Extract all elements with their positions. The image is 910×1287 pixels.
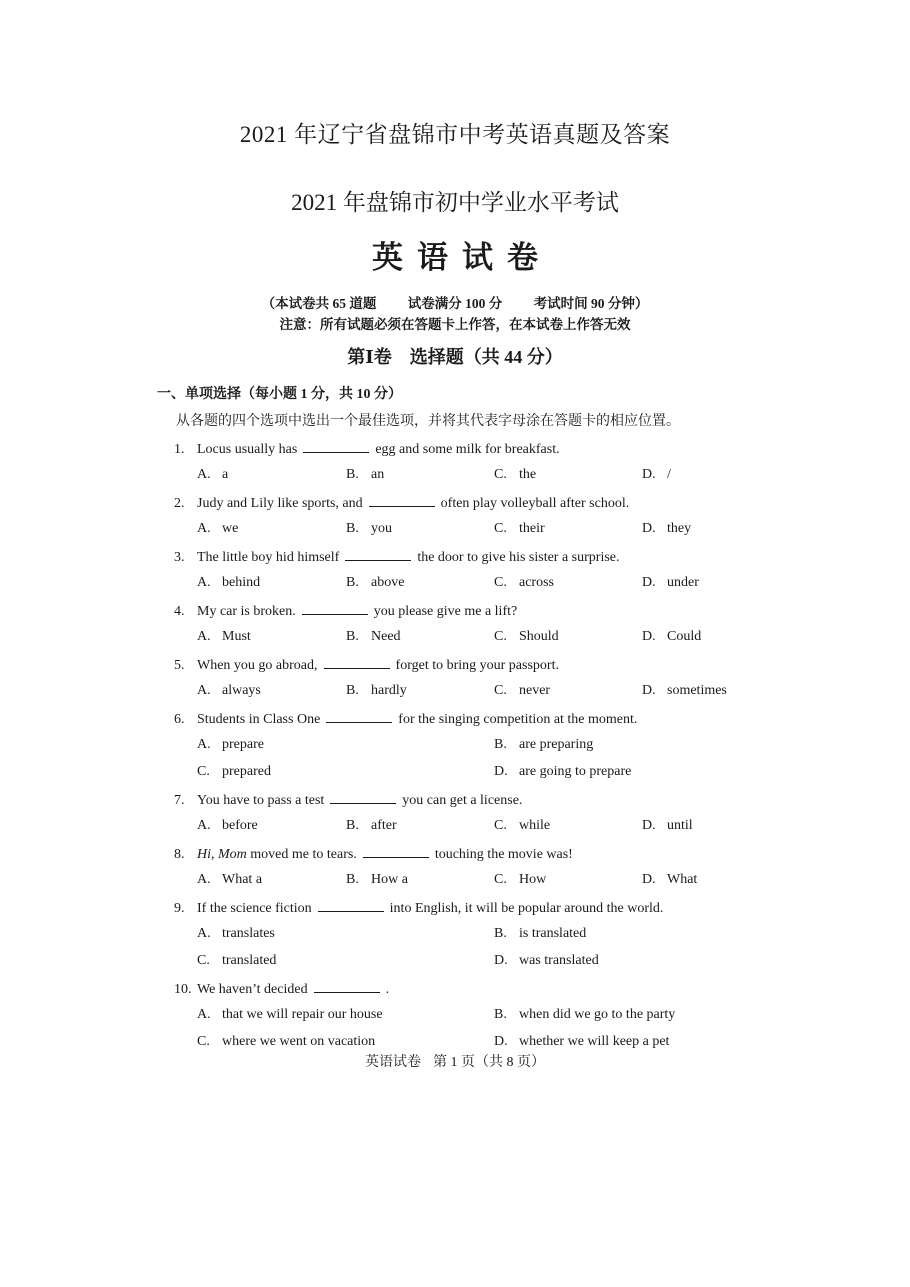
- option-a: [197, 521, 238, 537]
- exam-time: 考试时间 90 分钟）: [533, 296, 649, 311]
- option-letter: B.: [494, 1007, 507, 1022]
- option-a: [197, 467, 228, 483]
- option-c: [197, 1034, 375, 1050]
- question-6: [174, 710, 637, 728]
- option-text: we: [222, 521, 239, 536]
- option-text: sometimes: [667, 683, 727, 698]
- question-title-italic: Hi, Mom: [197, 847, 247, 862]
- option-letter: D.: [494, 764, 508, 779]
- option-text: after: [371, 818, 397, 833]
- option-b: [346, 683, 407, 699]
- answer-blank: [314, 980, 380, 993]
- question-number: 7.: [174, 793, 185, 808]
- option-c: [197, 764, 271, 780]
- answer-blank: [345, 548, 411, 561]
- option-text: before: [222, 818, 258, 833]
- question-stem-after: for the singing competition at the moment.: [398, 712, 638, 727]
- answer-blank: [330, 791, 396, 804]
- answer-blank: [369, 494, 435, 507]
- option-b: [346, 629, 401, 645]
- option-text: whether we will keep a pet: [519, 1034, 670, 1049]
- option-c: [197, 953, 276, 969]
- option-letter: D.: [642, 629, 656, 644]
- option-b: [494, 737, 593, 753]
- question-number: 3.: [174, 550, 185, 565]
- question-number: 1.: [174, 442, 185, 457]
- option-letter: A.: [197, 1007, 211, 1022]
- option-letter: C.: [197, 953, 210, 968]
- question-stem-after: touching the movie was!: [434, 847, 573, 862]
- option-text: while: [519, 818, 551, 833]
- option-text: an: [371, 467, 385, 482]
- option-letter: B.: [346, 575, 359, 590]
- option-letter: C.: [197, 764, 210, 779]
- answer-blank: [324, 656, 390, 669]
- answer-blank: [318, 899, 384, 912]
- option-letter: C.: [494, 683, 507, 698]
- answer-blank: [326, 710, 392, 723]
- option-letter: C.: [494, 629, 507, 644]
- option-text: /: [667, 467, 671, 482]
- option-letter: C.: [494, 521, 507, 536]
- option-letter: A.: [197, 467, 211, 482]
- option-b: [346, 521, 392, 537]
- option-text: Must: [222, 629, 251, 644]
- footer-paper: 英语试卷: [365, 1055, 421, 1070]
- option-letter: B.: [494, 737, 507, 752]
- option-a: [197, 683, 261, 699]
- option-c: [494, 629, 559, 645]
- option-text: always: [222, 683, 261, 698]
- option-text: they: [667, 521, 692, 536]
- option-text: are going to prepare: [519, 764, 632, 779]
- option-letter: A.: [197, 737, 211, 752]
- option-letter: A.: [197, 683, 211, 698]
- option-a: [197, 629, 251, 645]
- option-text: translates: [222, 926, 275, 941]
- question-stem-after: you can get a license.: [402, 793, 523, 808]
- question-stem-after: egg and some milk for breakfast.: [375, 442, 560, 457]
- question-3: [174, 548, 620, 566]
- footer-page: 第 1 页（共 8 页）: [433, 1055, 545, 1070]
- question-5: [174, 656, 559, 674]
- option-letter: C.: [494, 575, 507, 590]
- option-letter: D.: [642, 818, 656, 833]
- question-stem-after: into English, it will be popular around the world.: [389, 901, 664, 916]
- option-text: Need: [371, 629, 401, 644]
- question-number: 10.: [174, 982, 192, 997]
- option-c: [494, 818, 550, 834]
- question-stem-before: When you go abroad,: [197, 658, 318, 673]
- question-number: 5.: [174, 658, 185, 673]
- question-stem-before: Locus usually has: [197, 442, 298, 457]
- option-text: behind: [222, 575, 261, 590]
- option-c: [494, 575, 554, 591]
- section-heading: 一、单项选择（每小题 1 分，共 10 分）: [157, 387, 402, 402]
- option-b: [346, 467, 384, 483]
- option-b: [494, 926, 586, 942]
- option-text: the: [519, 467, 537, 482]
- option-letter: D.: [494, 953, 508, 968]
- option-text: above: [371, 575, 405, 590]
- option-letter: D.: [494, 1034, 508, 1049]
- question-1: [174, 440, 560, 458]
- exam-name: 2021 年盘锦市初中学业水平考试: [291, 190, 619, 215]
- page-footer: [0, 1051, 910, 1071]
- option-a: [197, 872, 262, 888]
- option-text: when did we go to the party: [519, 1007, 676, 1022]
- option-c: [494, 521, 545, 537]
- question-stem-before: You have to pass a test: [197, 793, 325, 808]
- option-letter: B.: [346, 818, 359, 833]
- question-stem-before: My car is broken.: [197, 604, 296, 619]
- part-title: 选择题（共 44 分）: [409, 347, 563, 367]
- option-b: [346, 575, 404, 591]
- option-text: prepare: [222, 737, 264, 752]
- question-stem-after: you please give me a lift?: [373, 604, 518, 619]
- option-b: [346, 818, 397, 834]
- question-count: （本试卷共 65 道题: [261, 296, 377, 311]
- option-d: [642, 467, 671, 483]
- option-letter: A.: [197, 521, 211, 536]
- option-letter: D.: [642, 521, 656, 536]
- option-text: was translated: [519, 953, 599, 968]
- question-stem-after: often play volleyball after school.: [440, 496, 630, 511]
- option-c: [494, 683, 550, 699]
- option-letter: A.: [197, 575, 211, 590]
- option-letter: D.: [642, 872, 656, 887]
- option-letter: D.: [642, 575, 656, 590]
- option-letter: D.: [642, 467, 656, 482]
- option-letter: C.: [494, 467, 507, 482]
- answer-blank: [303, 440, 369, 453]
- question-number: 4.: [174, 604, 185, 619]
- option-letter: B.: [494, 926, 507, 941]
- document-title: 2021 年辽宁省盘锦市中考英语真题及答案: [239, 122, 671, 147]
- option-text: where we went on vacation: [222, 1034, 376, 1049]
- option-text: is translated: [519, 926, 587, 941]
- paper-name: 英语试卷: [372, 240, 552, 275]
- option-text: under: [667, 575, 699, 590]
- option-letter: A.: [197, 872, 211, 887]
- question-stem-before: The little boy hid himself: [197, 550, 340, 565]
- option-letter: C.: [494, 872, 507, 887]
- question-stem-after: forget to bring your passport.: [395, 658, 559, 673]
- option-text: hardly: [371, 683, 407, 698]
- option-d: [642, 629, 701, 645]
- option-a: [197, 818, 258, 834]
- option-d: [642, 872, 697, 888]
- answer-blank: [363, 845, 429, 858]
- option-text: that we will repair our house: [222, 1007, 383, 1022]
- question-stem-before: moved me to tears.: [246, 847, 357, 862]
- option-letter: C.: [197, 1034, 210, 1049]
- option-text: you: [371, 521, 392, 536]
- question-9: [174, 899, 663, 917]
- question-number: 2.: [174, 496, 185, 511]
- option-letter: A.: [197, 629, 211, 644]
- option-d: [642, 575, 699, 591]
- question-stem-before: Judy and Lily like sports, and: [197, 496, 363, 511]
- option-text: How a: [371, 872, 408, 887]
- section-instruction: 从各题的四个选项中选出一个最佳选项，并将其代表字母涂在答题卡的相应位置。: [176, 414, 680, 429]
- option-b: [346, 872, 408, 888]
- option-letter: A.: [197, 926, 211, 941]
- option-d: [494, 1034, 669, 1050]
- option-text: prepared: [222, 764, 271, 779]
- question-stem-before: We haven’t decided: [197, 982, 308, 997]
- option-a: [197, 575, 260, 591]
- question-number: 6.: [174, 712, 185, 727]
- option-a: [197, 1007, 383, 1023]
- option-text: What: [667, 872, 698, 887]
- option-d: [642, 521, 691, 537]
- option-d: [494, 764, 631, 780]
- question-2: [174, 494, 629, 512]
- question-stem-after: .: [385, 982, 390, 997]
- answer-blank: [302, 602, 368, 615]
- part-label: 第Ⅰ卷: [347, 347, 392, 367]
- option-letter: A.: [197, 818, 211, 833]
- option-d: [494, 953, 599, 969]
- question-stem-after: the door to give his sister a surprise.: [417, 550, 620, 565]
- option-letter: B.: [346, 683, 359, 698]
- option-letter: B.: [346, 629, 359, 644]
- option-letter: C.: [494, 818, 507, 833]
- option-d: [642, 818, 693, 834]
- question-number: 8.: [174, 847, 185, 862]
- option-text: until: [667, 818, 693, 833]
- option-a: [197, 737, 264, 753]
- question-stem-before: Students in Class One: [197, 712, 321, 727]
- option-text: translated: [222, 953, 277, 968]
- option-c: [494, 872, 546, 888]
- question-8: [174, 845, 573, 863]
- option-text: a: [222, 467, 229, 482]
- option-letter: B.: [346, 521, 359, 536]
- question-7: [174, 791, 522, 809]
- option-c: [494, 467, 536, 483]
- option-letter: D.: [642, 683, 656, 698]
- option-text: How: [519, 872, 547, 887]
- question-10: [174, 980, 389, 998]
- option-text: Could: [667, 629, 702, 644]
- notice: 注意：所有试题必须在答题卡上作答，在本试卷上作答无效: [279, 317, 631, 332]
- full-score: 试卷满分 100 分: [407, 296, 503, 311]
- question-4: [174, 602, 517, 620]
- option-b: [494, 1007, 675, 1023]
- exam-info: [0, 292, 910, 312]
- option-text: are preparing: [519, 737, 594, 752]
- question-number: 9.: [174, 901, 185, 916]
- option-letter: B.: [346, 467, 359, 482]
- option-text: Should: [519, 629, 559, 644]
- option-d: [642, 683, 727, 699]
- question-stem-before: If the science fiction: [197, 901, 312, 916]
- option-text: What a: [222, 872, 263, 887]
- option-text: across: [519, 575, 554, 590]
- part-heading: [0, 343, 910, 369]
- option-letter: B.: [346, 872, 359, 887]
- option-a: [197, 926, 275, 942]
- option-text: never: [519, 683, 551, 698]
- option-text: their: [519, 521, 545, 536]
